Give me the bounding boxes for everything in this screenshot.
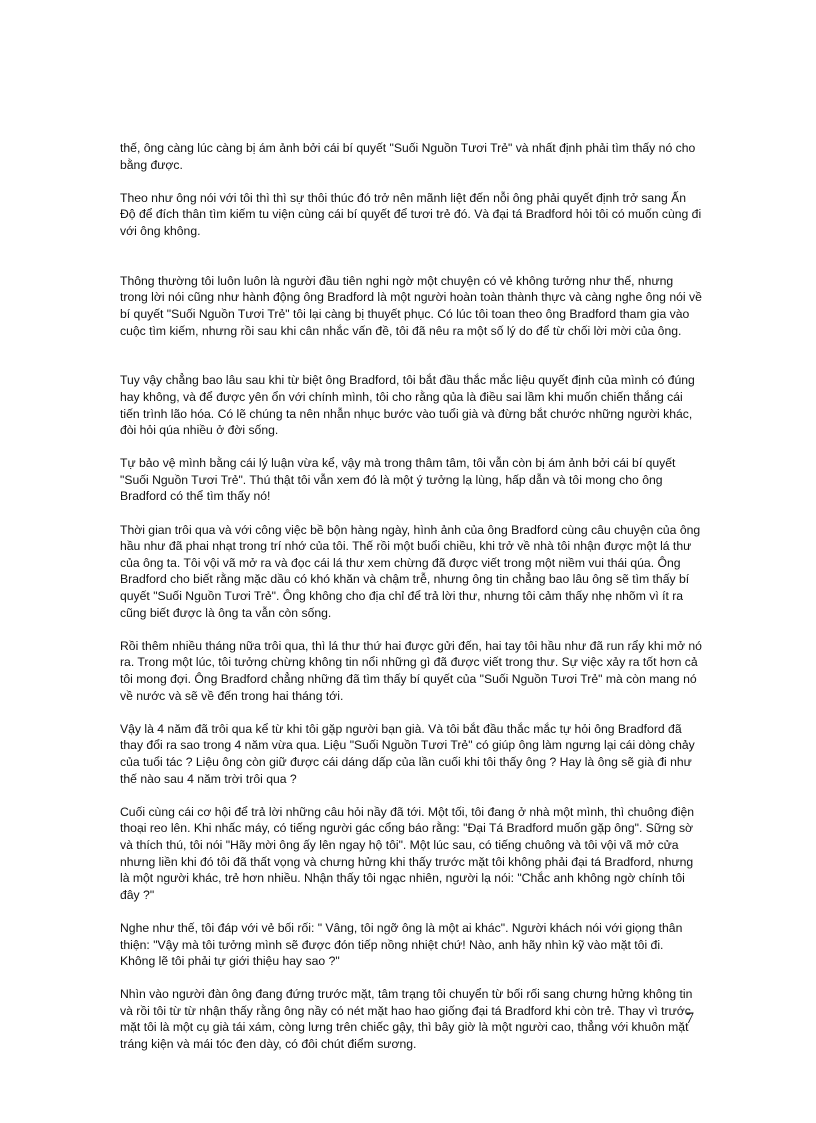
paragraph-1: thế, ông càng lúc càng bị ám ảnh bởi cái bí quyết "Suối Nguồn Tươi Trẻ" và nhất định phải tìm thấy nó cho bằng được. (120, 141, 696, 172)
page-number: 7 (686, 1010, 694, 1027)
paragraph-10: Nghe như thế, tôi đáp với vẻ bối rối: " Vâng, tôi ngỡ ông là một ai khác". Người khách nói với giọng thân thiện: "Vậy mà tôi tưởng mình sẽ được đón tiếp nồng nhiệt chứ! Nào, anh hãy nhìn kỹ vào mặt tôi đi. Không lẽ tôi phải tự giới thiệu hay sao ?" (120, 920, 683, 969)
paragraph-3: Thông thường tôi luôn luôn là người đầu tiên nghi ngờ một chuyện có vẻ không tưởng như thế, nhưng trong lời nói cũng như hành động ông Bradford là một người hoàn toàn thành thực và càng nghe ông nói về bí quyết "Suối Nguồn Tươi Trẻ" tôi lại càng bị thuyết phục. Có lúc tôi toan theo ông Bradford tham gia vào cuộc tìm kiếm, nhưng rồi sau khi cân nhắc vấn đề, tôi đã nêu ra một số lý do để từ chối lời mời của ông. (120, 273, 702, 338)
paragraph-5: Tự bảo vệ mình bằng cái lý luận vừa kể, vậy mà trong thâm tâm, tôi vẫn còn bị ám ảnh bởi cái bí quyết "Suối Nguồn Tươi Trẻ". Thú thật tôi vẫn xem đó là một ý tưởng lạ lùng, hấp dẫn và tôi mong cho ông Bradford có thể tìm thấy nó! (120, 456, 676, 504)
page-body (120, 140, 702, 1053)
paragraph-4: Tuy vậy chẳng bao lâu sau khi từ biệt ông Bradford, tôi bắt đầu thắc mắc liệu quyết định của mình có đúng hay không, và để được yên ổn với chính mình, tôi cho rằng qủa là điều sai lầm khi muốn chiến thắng cái tiến trình lão hóa. Có lẽ chúng ta nên nhẫn nhục bước vào tuổi già và đừng bắt chước những người khác, đòi hỏi qúa nhiều ở đời sống. (120, 373, 695, 438)
paragraph-6: Thời gian trôi qua và với công việc bề bộn hàng ngày, hình ảnh của ông Bradford cùng câu chuyện của ông hầu như đã phai nhạt trong trí nhớ của tôi. Thế rồi một buổi chiều, khi trở về nhà tôi nhận được một lá thư của ông ta. Tôi vội vã mở ra và đọc cái lá thư xem chừng đã được viết trong một niềm vui thái qúa. Ông Bradford cho biết rằng mặc dầu có khó khăn và chậm trễ, nhưng ông tin chẳng bao lâu ông sẽ tìm thấy bí quyết "Suối Nguồn Tươi Trẻ". Ông không cho địa chỉ để trả lời thư, nhưng tôi cảm thấy nhẹ nhõm vì ít ra cũng biết được là ông ta vẫn còn sống. (120, 522, 701, 620)
paragraph-9: Cuối cùng cái cơ hội để trả lời những câu hỏi nầy đã tới. Một tối, tôi đang ở nhà một mình, thì chuông điện thoại reo lên. Khi nhấc máy, có tiếng người gác cổng báo rằng: "Đại Tá Bradford muốn gặp ông". Sững sờ và thích thú, tôi nói "Hãy mời ông ấy lên ngay hộ tôi". Một lúc sau, có tiếng chuông và tôi vội vã mở cửa nhưng liền khi đó tôi đã thất vọng và chưng hửng khi thấy trước mặt tôi không phải đại tá Bradford, nhưng là một người khác, trẻ hơn nhiều. Nhận thấy tôi ngạc nhiên, người lạ nói: "Chắc anh không ngờ chính tôi đây ?" (120, 804, 694, 902)
paragraph-7: Rồi thêm nhiều tháng nữa trôi qua, thì lá thư thứ hai được gửi đến, hai tay tôi hầu như đã run rẩy khi mở nó ra. Trong một lúc, tôi tưởng chừng không tin nổi những gì đã được viết trong thư. Sự việc xảy ra tốt hơn cả tôi mong đợi. Ông Bradford chẳng những đã tìm thấy bí quyết của "Suối Nguồn Tươi Trẻ" mà còn mang nó về nước và sẽ về đến trong hai tháng tới. (120, 638, 702, 703)
paragraph-11: Nhìn vào người đàn ông đang đứng trước mặt, tâm trạng tôi chuyển từ bối rối sang chưng hửng không tin và rồi tôi từ từ nhận thấy rằng ông nầy có nét mặt hao hao giống đại tá Bradford khi còn trẻ. Thay vì trước mặt tôi là một cụ già tái xám, còng lưng trên chiếc gậy, thì bây giờ là một người cao, thẳng với khuôn mặt tráng kiện và mái tóc đen dày, có đôi chút điểm sương. (120, 987, 693, 1052)
paragraph-8: Vậy là 4 năm đã trôi qua kể từ khi tôi gặp người bạn già. Và tôi bắt đầu thắc mắc tự hỏi ông Bradford đã thay đổi ra sao trong 4 năm vừa qua. Liệu "Suối Nguồn Tươi Trẻ" có giúp ông làm ngưng lại cái dòng chảy của tuổi tác ? Liệu ông còn giữ được cái dáng dấp của lần cuối khi tôi thấy ông ? Hay là ông sẽ già đi như thế nào sau 4 năm trời trôi qua ? (120, 721, 695, 786)
paragraph-2: Theo như ông nói với tôi thì thì sự thôi thúc đó trở nên mãnh liệt đến nỗi ông phải quyết định trở sang Ấn Độ để đích thân tìm kiếm tu viện cùng cái bí quyết để tươi trẻ đó. Và đại tá Bradford hỏi tôi có muốn cùng đi với ông không. (120, 190, 702, 238)
